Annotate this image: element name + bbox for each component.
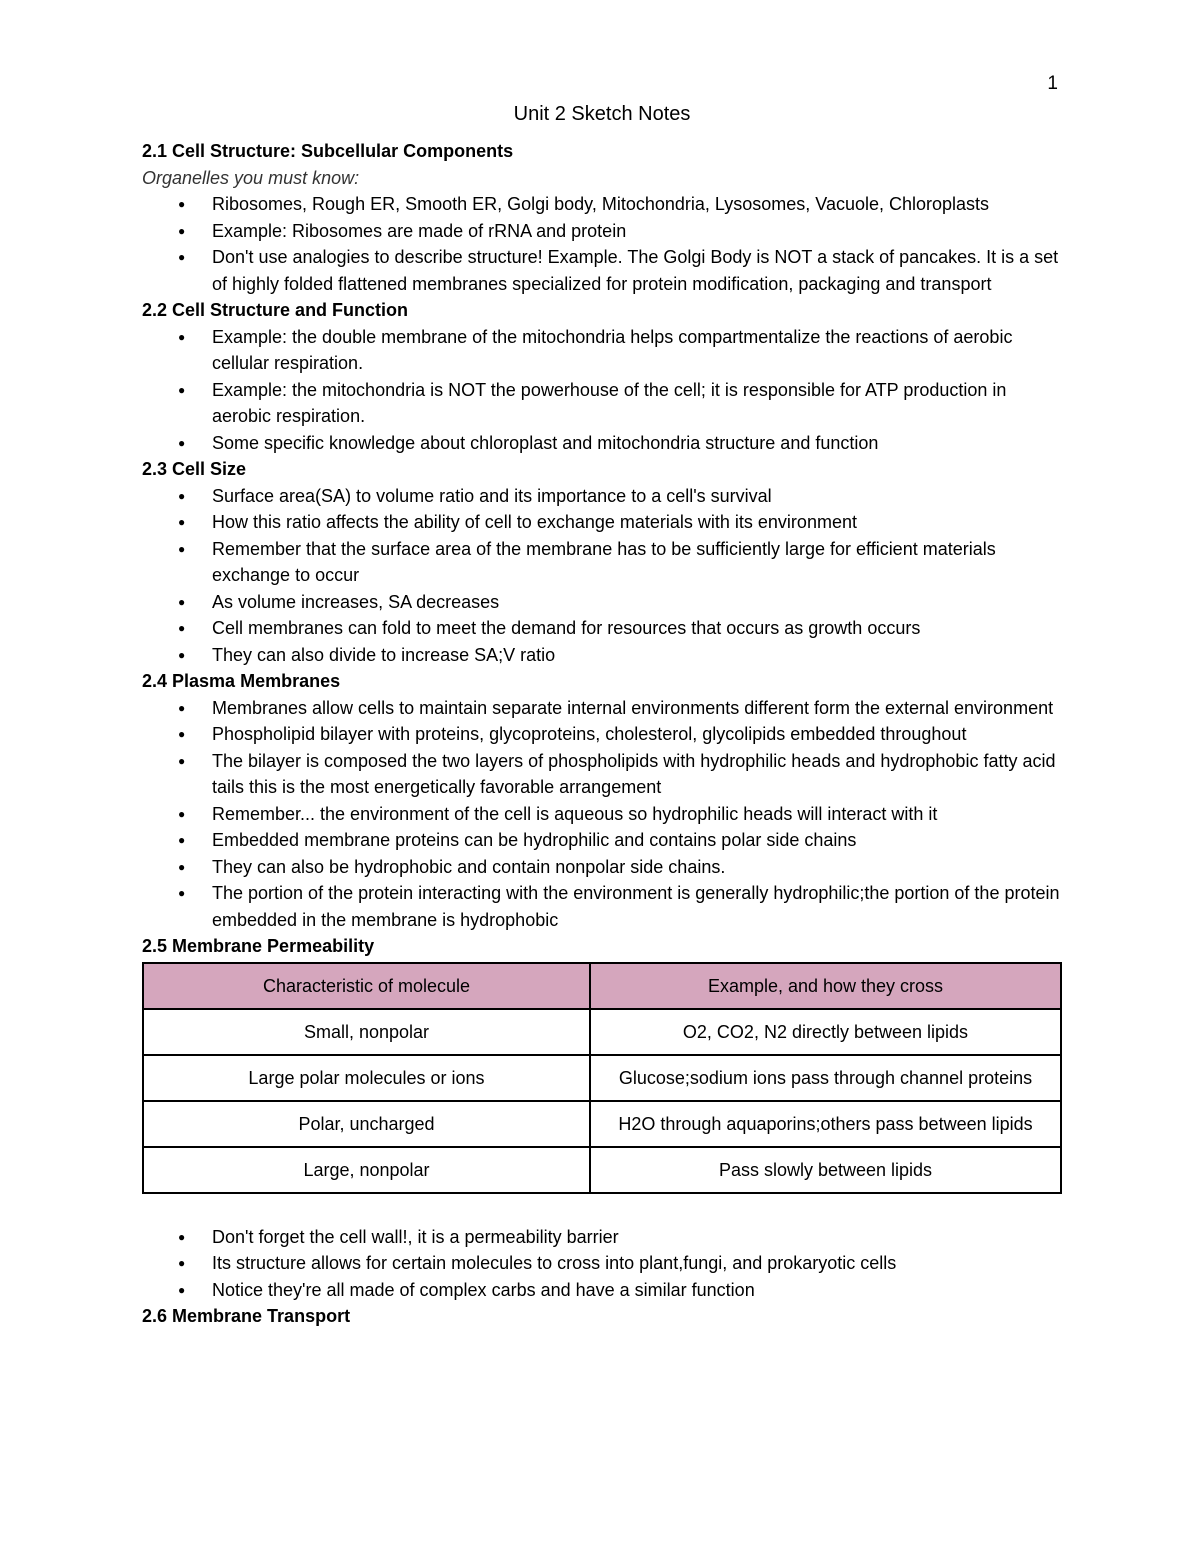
table-row: [143, 1101, 1061, 1147]
table-header-cell: Example, and how they cross: [590, 963, 1061, 1009]
list-item: ● Membranes allow cells to maintain separate internal environments different form the external environment: [212, 695, 1062, 722]
section-heading-2-4: 2.4 Plasma Membranes: [142, 671, 341, 691]
list-item: ● Embedded membrane proteins can be hydrophilic and contains polar side chains: [212, 827, 1062, 854]
table-cell: Pass slowly between lipids: [590, 1147, 1061, 1193]
bullet-list-2-1: [142, 191, 1062, 297]
table-header-cell: Characteristic of molecule: [143, 963, 590, 1009]
bullet-list-2-3: [142, 483, 1062, 669]
list-item: ● As volume increases, SA decreases: [212, 589, 1062, 616]
list-item: ● Remember... the environment of the cell is aqueous so hydrophilic heads will interact with it: [212, 801, 1062, 828]
section-heading-2-6: 2.6 Membrane Transport: [142, 1306, 351, 1326]
page-title: Unit 2 Sketch Notes: [513, 103, 691, 125]
table-cell: Large, nonpolar: [143, 1147, 590, 1193]
table-row: [143, 1055, 1061, 1101]
table-row: [143, 1147, 1061, 1193]
table-row: [143, 1009, 1061, 1055]
list-item: ● The portion of the protein interacting with the environment is generally hydrophilic;the portion of the protein embedded in the membrane is hydrophobic: [212, 880, 1062, 933]
permeability-table: [142, 962, 1062, 1194]
list-item: ● Cell membranes can fold to meet the demand for resources that occurs as growth occurs: [212, 615, 1062, 642]
list-item: ● How this ratio affects the ability of cell to exchange materials with its environment: [212, 509, 1062, 536]
table-header-row: [143, 963, 1061, 1009]
list-item: ● They can also divide to increase SA;V ratio: [212, 642, 1062, 669]
section-subnote-2-1: Organelles you must know:: [142, 167, 360, 188]
list-item: ● Phospholipid bilayer with proteins, glycoproteins, cholesterol, glycolipids embedded throughout: [212, 721, 1062, 748]
list-item: ● The bilayer is composed the two layers of phospholipids with hydrophilic heads and hydrophobic fatty acid tails this is the most energetically favorable arrangement: [212, 748, 1062, 801]
bullet-list-2-5: [142, 1224, 1062, 1304]
section-heading-2-2: 2.2 Cell Structure and Function: [142, 300, 409, 320]
table-cell: Polar, uncharged: [143, 1101, 590, 1147]
list-item: ● Notice they're all made of complex carbs and have a similar function: [212, 1277, 1062, 1304]
section-heading-2-1: 2.1 Cell Structure: Subcellular Components: [142, 141, 514, 161]
list-item: ● They can also be hydrophobic and contain nonpolar side chains.: [212, 854, 1062, 881]
section-heading-2-5: 2.5 Membrane Permeability: [142, 936, 375, 956]
section-heading-2-3: 2.3 Cell Size: [142, 459, 247, 479]
list-item: ● Its structure allows for certain molecules to cross into plant,fungi, and prokaryotic cells: [212, 1250, 1062, 1277]
page-number: 1: [1047, 73, 1058, 94]
list-item: ● Example: the mitochondria is NOT the powerhouse of the cell; it is responsible for ATP production in aerobic respiration.: [212, 377, 1062, 430]
list-item: ● Example: Ribosomes are made of rRNA and protein: [212, 218, 1062, 245]
list-item: ● Ribosomes, Rough ER, Smooth ER, Golgi body, Mitochondria, Lysosomes, Vacuole, Chloroplasts: [212, 191, 1062, 218]
table-cell: H2O through aquaporins;others pass between lipids: [590, 1101, 1061, 1147]
table-cell: O2, CO2, N2 directly between lipids: [590, 1009, 1061, 1055]
document-body: [142, 100, 1062, 1330]
list-item: ● Remember that the surface area of the membrane has to be sufficiently large for efficient materials exchange to occur: [212, 536, 1062, 589]
table-cell: Small, nonpolar: [143, 1009, 590, 1055]
table-cell: Glucose;sodium ions pass through channel proteins: [590, 1055, 1061, 1101]
list-item: ● Example: the double membrane of the mitochondria helps compartmentalize the reactions of aerobic cellular respiration.: [212, 324, 1062, 377]
list-item: ● Don't forget the cell wall!, it is a permeability barrier: [212, 1224, 1062, 1251]
list-item: ● Some specific knowledge about chloroplast and mitochondria structure and function: [212, 430, 1062, 457]
list-item: ● Don't use analogies to describe structure! Example. The Golgi Body is NOT a stack of pancakes. It is a set of highly folded flattened membranes specialized for protein modification, packaging and transport: [212, 244, 1062, 297]
bullet-list-2-2: [142, 324, 1062, 457]
table-cell: Large polar molecules or ions: [143, 1055, 590, 1101]
list-item: ● Surface area(SA) to volume ratio and its importance to a cell's survival: [212, 483, 1062, 510]
bullet-list-2-4: [142, 695, 1062, 934]
